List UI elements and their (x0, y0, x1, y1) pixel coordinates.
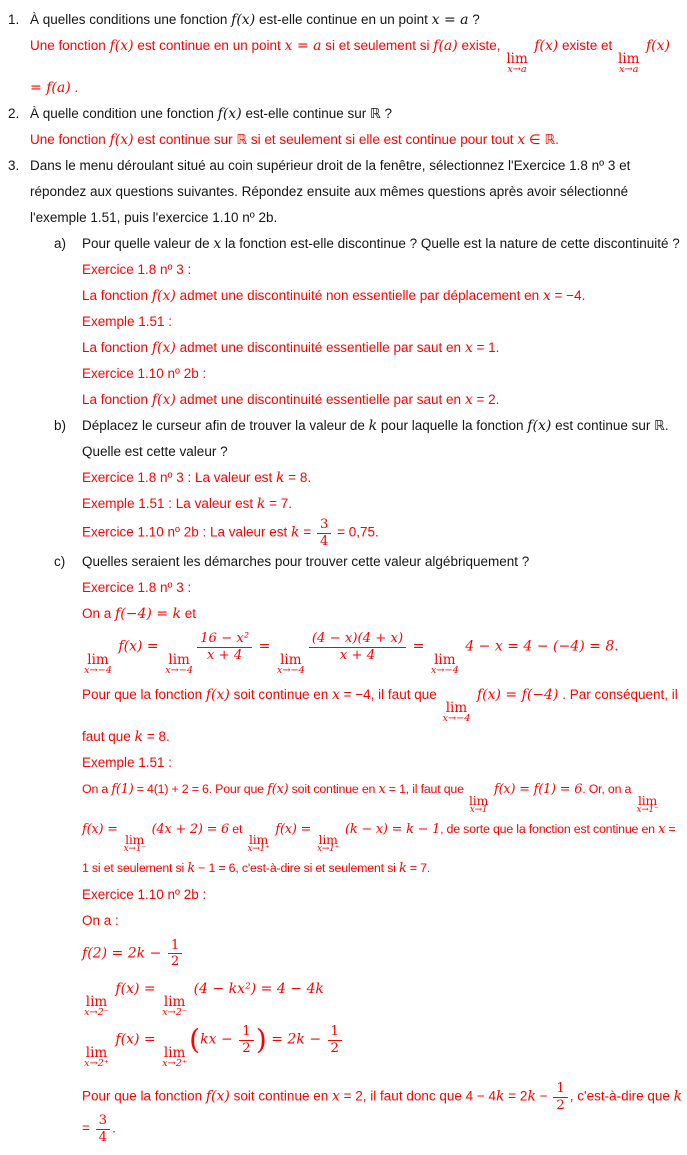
text-run: la fonction est-elle discontinue ? Quelle est la nature de cette discontinuité ? (221, 236, 680, 252)
text-run: Exercice 1.10 nº 2b : (82, 886, 207, 902)
text-run: Exercice 1.8 nº 3 : La valeur est (82, 470, 277, 486)
text-run: = 1. (472, 340, 500, 356)
limit-subscript: x→1 (469, 805, 488, 816)
limit-subscript: x→1⁻ (636, 805, 659, 816)
paragraph (0, 776, 683, 881)
fraction (197, 631, 252, 663)
math-run: f(x) (109, 132, 134, 149)
text-run: À quelle condition une fonction (30, 106, 218, 122)
math-run: f(x) = (82, 821, 122, 837)
limit-operator (84, 653, 112, 676)
fraction (96, 1113, 110, 1145)
text-run: = 2. (472, 392, 500, 408)
math-run: f(x) = (110, 1031, 161, 1048)
paragraph (0, 908, 683, 934)
text-run: = −4, il faut que (339, 687, 441, 703)
text-run: si et seulement si (321, 38, 434, 53)
limit-word: lim (618, 50, 640, 67)
math-run: f(x) (205, 687, 230, 704)
limit-subscript: x→2⁺ (84, 1057, 109, 1069)
paragraph (0, 33, 683, 101)
math-run: x (464, 340, 473, 357)
list-marker: c) (54, 554, 66, 570)
limit-subscript: x→−4 (430, 665, 459, 677)
fraction (553, 1081, 567, 1113)
fraction-denominator: 2 (170, 954, 180, 970)
math-run: f(x) (151, 288, 176, 305)
text-run: Exemple 1.51 : (82, 314, 173, 330)
limit-subscript: x→a (507, 63, 527, 75)
paragraph (0, 976, 683, 1018)
list-item-paragraph (0, 413, 683, 465)
math-run: x (542, 288, 551, 305)
math-run: x = a (431, 12, 469, 28)
math-run: x (517, 132, 526, 149)
limit-subscript: x→a (619, 63, 639, 75)
list-marker: 1. (8, 12, 20, 27)
paragraph (0, 882, 683, 908)
fraction-numerator: 1 (328, 1024, 342, 1041)
limit-word: lim (163, 993, 186, 1010)
math-run: x (331, 687, 340, 704)
text-run: − (535, 1088, 552, 1104)
text-run: . (70, 80, 79, 96)
fraction-denominator: 2 (556, 1097, 565, 1113)
math-run: f(x) (527, 418, 552, 435)
text-run: Dans le menu déroulant situé au coin supérieur droit de la fenêtre, sélectionnez l'Exercice 1.8 nº 3 et répondez aux questions suivantes. Répondez ensuite aux mêmes questions après avoir sélectionné l'exemple 1.51, puis l'exercice 1.10 nº 2b. (30, 158, 631, 226)
limit-operator (431, 653, 459, 676)
limit-operator (247, 833, 269, 854)
math-run: f(1) (111, 782, 134, 798)
math-run: f(x) = (113, 639, 164, 656)
text-run: On a (82, 606, 116, 622)
text-run: = 7. (265, 496, 293, 512)
limit-word: lim (637, 793, 658, 809)
paragraph (0, 601, 683, 627)
text-run: admet une discontinuité essentielle par saut en (175, 392, 465, 408)
fraction-numerator: 3 (317, 517, 331, 534)
paragraph (0, 1081, 683, 1145)
text-run: On a (82, 782, 112, 797)
math-run: x (464, 392, 473, 409)
math-run: x (658, 821, 666, 837)
limit-operator (162, 1046, 187, 1069)
text-run: La fonction (82, 392, 152, 408)
list-item-paragraph (0, 153, 683, 231)
text-run: existe et (558, 38, 617, 53)
fraction-denominator: 2 (330, 1040, 339, 1056)
limit-operator (506, 52, 527, 75)
math-run: f(x) (151, 392, 176, 409)
text-run: Quelles seraient les démarches pour trouver cette valeur algébriquement ? (82, 554, 530, 570)
limit-operator (162, 995, 187, 1018)
limit-operator (124, 833, 146, 854)
math-run: f(x) (267, 782, 289, 798)
fraction-denominator: x + 4 (206, 648, 243, 664)
limit-subscript: x→2⁺ (162, 1057, 188, 1069)
limit-word: lim (87, 651, 109, 668)
list-item-paragraph (0, 101, 683, 127)
paragraph (0, 283, 683, 309)
limit-operator (636, 794, 658, 815)
paragraph (0, 682, 683, 750)
limit-operator (442, 701, 470, 724)
fraction (328, 1024, 342, 1056)
fraction (317, 517, 331, 549)
math-run: x (378, 782, 386, 798)
text-run: = 2, il faut donc que 4 − 4 (339, 1088, 497, 1104)
math-run: x = a (284, 38, 322, 54)
limit-operator (165, 653, 193, 676)
paragraph (0, 517, 683, 549)
text-run: La fonction (82, 340, 152, 356)
paragraph (0, 257, 683, 283)
paragraph (0, 631, 683, 676)
text-run: = 1 si et seulement si (82, 821, 676, 875)
text-run: Déplacez le curseur afin de trouver la valeur de (82, 418, 369, 434)
math-run: k (496, 1088, 505, 1105)
big-parenthesis: ( (189, 1023, 201, 1057)
text-run: ? (468, 12, 480, 27)
text-run: admet une discontinuité non essentielle par déplacement en (175, 288, 543, 304)
list-marker: b) (54, 418, 67, 434)
limit-word: lim (506, 50, 528, 67)
math-run: = 2k − (266, 1031, 326, 1048)
limit-word: lim (280, 651, 302, 668)
text-run: = 2 (504, 1088, 528, 1104)
math-run: f(x) (151, 340, 176, 357)
math-run: f(a) (433, 38, 458, 54)
list-marker: 2. (8, 106, 20, 122)
fraction-numerator: 1 (553, 1081, 567, 1098)
fraction-numerator: (4 − x)(4 + x) (309, 631, 406, 648)
list-marker: 3. (8, 158, 20, 174)
text-run: . Par conséquent, il faut que (82, 687, 678, 745)
text-run: = (82, 1120, 94, 1136)
text-run: et (181, 606, 197, 622)
math-run: f(x) (231, 12, 256, 28)
limit-word: lim (248, 832, 269, 848)
paragraph (0, 575, 683, 601)
math-run: (4 − kx²) = 4 − 4k (189, 980, 324, 997)
text-run: Exercice 1.8 nº 3 : (82, 580, 192, 596)
text-run: Exercice 1.10 nº 2b : (82, 366, 207, 382)
paragraph (0, 938, 683, 970)
math-run: f(x) = (110, 980, 161, 997)
paragraph (0, 387, 683, 413)
text-run: − 1 = 6, c'est-à-dire si et seulement si (194, 860, 399, 875)
text-run: pour laquelle la fonction (377, 418, 528, 434)
fraction-numerator: 1 (168, 938, 182, 955)
math-run: k (256, 496, 266, 513)
text-run: soit continue en (229, 687, 332, 703)
limit-word: lim (85, 993, 108, 1010)
limit-operator (317, 833, 339, 854)
fraction-numerator: 1 (239, 1024, 253, 1041)
limit-word: lim (168, 651, 190, 668)
math-run: f(2) = 2k − (82, 945, 166, 962)
limit-subscript: x→1⁺ (247, 844, 270, 855)
math-run: k (134, 729, 144, 746)
text-run: = 0,75. (333, 524, 379, 540)
math-run: f(x) = f(1) = 6 (490, 782, 583, 798)
text-run: est continue sur ℝ. Quelle est cette valeur ? (82, 418, 669, 460)
text-run: La fonction (82, 288, 152, 304)
limit-operator (277, 653, 305, 676)
text-run: ∈ ℝ. (525, 132, 559, 148)
text-run: , de sorte que la fonction est continue en (440, 821, 659, 836)
limit-subscript: x→1⁺ (317, 844, 340, 855)
fraction-denominator: 4 (319, 533, 329, 549)
text-run: est-elle continue sur ℝ ? (241, 106, 392, 122)
text-run: = 8. (143, 729, 170, 745)
text-run: À quelles conditions une fonction (30, 12, 232, 27)
text-run: . (112, 1120, 116, 1136)
text-run: Pour quelle valeur de (82, 236, 214, 252)
math-run: f(−4) = k (115, 606, 182, 623)
math-run: f(x) (109, 38, 134, 54)
paragraph (0, 127, 683, 153)
text-run: Exemple 1.51 : (82, 755, 173, 771)
limit-word: lim (318, 832, 338, 848)
limit-word: lim (125, 832, 145, 848)
math-run: k (187, 860, 195, 876)
paragraph (0, 1024, 683, 1069)
math-run: x (331, 1088, 340, 1105)
limit-operator (84, 995, 109, 1018)
text-run: soit continue en (288, 782, 379, 797)
limit-operator (84, 1046, 109, 1069)
math-run: (4x + 2) = 6 (147, 821, 230, 837)
limit-subscript: x→1⁻ (123, 844, 146, 855)
math-run: k (291, 524, 300, 541)
math-run: k (276, 470, 285, 487)
text-run: admet une discontinuité essentielle par saut en (175, 340, 465, 356)
text-run: Une fonction (30, 38, 110, 53)
limit-word: lim (163, 1044, 186, 1061)
limit-subscript: x→−4 (442, 713, 471, 725)
text-run: Exercice 1.8 nº 3 : (82, 262, 192, 278)
text-run: = 8. (284, 470, 312, 486)
text-run: Une fonction (30, 132, 110, 148)
limit-word: lim (85, 1044, 108, 1061)
math-run: f(x) = f(a) (30, 38, 670, 97)
math-run: f(x) = (271, 821, 316, 837)
text-run: Pour que la fonction (82, 1088, 206, 1104)
limit-subscript: x→−4 (84, 665, 112, 677)
math-run: (k − x) = k − 1 (341, 821, 441, 837)
limit-operator (469, 794, 488, 815)
math-run: x (213, 236, 222, 253)
text-run: soit continue en (229, 1088, 332, 1104)
text-run: . Or, on a (582, 782, 635, 797)
paragraph (0, 750, 683, 776)
limit-subscript: x→−4 (276, 665, 305, 677)
math-run: f(x) (529, 38, 559, 54)
limit-subscript: x→−4 (165, 665, 194, 677)
limit-subscript: x→2⁻ (162, 1006, 188, 1018)
limit-word: lim (434, 651, 456, 668)
limit-word: lim (469, 793, 489, 809)
math-run: k (398, 860, 407, 876)
text-run: existe, (457, 38, 505, 53)
math-run: 4 − x = 4 − (−4) = 8. (460, 639, 619, 656)
text-run: Pour que la fonction (82, 687, 206, 703)
limit-subscript: x→2⁻ (84, 1006, 109, 1018)
fraction-denominator: x + 4 (339, 648, 376, 664)
fraction (239, 1024, 253, 1056)
fraction (309, 631, 406, 663)
text-run: est continue sur ℝ si et seulement si elle est continue pour tout (133, 132, 518, 148)
text-run: = (299, 524, 315, 540)
big-parenthesis: ) (255, 1023, 267, 1057)
list-item-paragraph (0, 7, 683, 33)
math-run: f(x) (217, 106, 242, 123)
math-run: = (254, 639, 275, 656)
text-run: = 7. (406, 860, 431, 875)
text-run: Exercice 1.10 nº 2b : La valeur est (82, 524, 292, 540)
list-item-paragraph (0, 549, 683, 575)
text-run: est-elle continue en un point (255, 12, 432, 27)
paragraph (0, 361, 683, 387)
list-item-paragraph (0, 231, 683, 257)
limit-word: lim (445, 700, 468, 717)
text-run: est continue en un point (133, 38, 285, 53)
text-run: On a : (82, 912, 119, 928)
math-run: k (368, 418, 378, 435)
math-run: k (673, 1088, 683, 1105)
text-run: = 4(1) + 2 = 6. Pour que (133, 782, 268, 797)
math-run: f(x) = f(−4) (472, 687, 559, 704)
fraction-denominator: 2 (242, 1040, 251, 1056)
limit-operator (618, 52, 639, 75)
fraction-numerator: 16 − x² (197, 631, 252, 648)
text-run: et (229, 821, 246, 836)
paragraph (0, 465, 683, 491)
paragraph (0, 335, 683, 361)
fraction-denominator: 4 (98, 1129, 108, 1145)
math-run: kx − (200, 1031, 238, 1048)
math-run: f(x) (205, 1088, 230, 1105)
text-run: = 1, il faut que (385, 782, 468, 797)
math-run: k (527, 1088, 536, 1105)
paragraph (0, 309, 683, 335)
text-run: = −4. (550, 288, 586, 304)
text-run: , c'est-à-dire que (569, 1088, 674, 1104)
fraction-numerator: 3 (96, 1113, 110, 1130)
text-run: Exemple 1.51 : La valeur est (82, 496, 257, 512)
fraction (168, 938, 182, 970)
math-run: = (408, 639, 429, 656)
list-marker: a) (54, 236, 67, 252)
paragraph (0, 491, 683, 517)
